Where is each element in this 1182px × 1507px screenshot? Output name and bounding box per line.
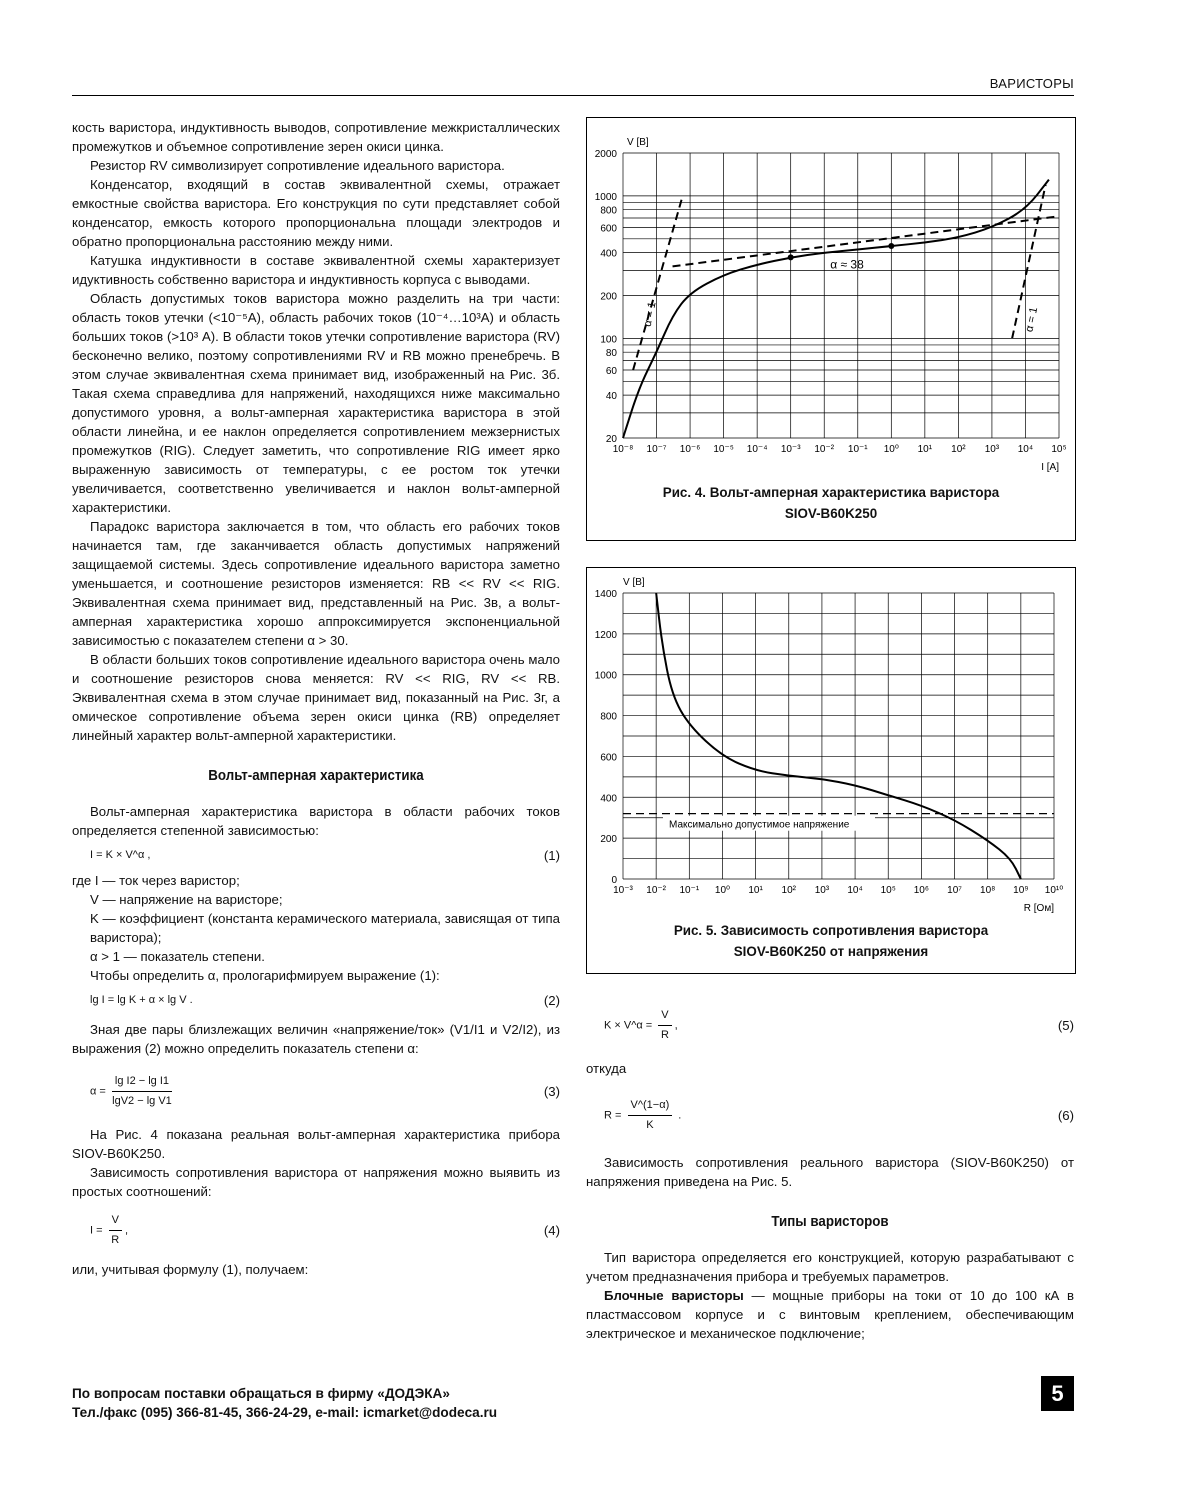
y-tick-label: 1400 bbox=[594, 589, 617, 600]
annotation-max-voltage: Максимально допустимое напряжение bbox=[669, 819, 850, 831]
page-number: 5 bbox=[1041, 1376, 1074, 1411]
x-tick-label: 10⁻⁴ bbox=[746, 444, 768, 455]
equation-number: (6) bbox=[1057, 1108, 1074, 1123]
paragraph: Конденсатор, входящий в состав эквивалентной схемы, отражает емкостные свойства варистора. Его конструкция по сути представляет собой конденсатор, емкость которого пропорциональна площади электродов и обратно пропорциональна расстоянию между ними. bbox=[72, 177, 560, 249]
paragraph: Вольт-амперная характеристика варистора в области рабочих токов определяется степенной зависимостью: bbox=[72, 804, 560, 838]
paragraph: Катушка индуктивности в составе эквивалентной схемы характеризует идуктивность собственно варистора и индуктивность корпуса с выводами. bbox=[72, 253, 560, 287]
annotation-alpha-1: α = 1 bbox=[641, 300, 659, 328]
equation-number: (3) bbox=[543, 1084, 560, 1099]
equation-lhs: I = bbox=[90, 1224, 103, 1237]
figure-5 bbox=[586, 567, 1076, 974]
denominator: lgV2 − lg V1 bbox=[112, 1095, 172, 1107]
equation-body: I = $\frac{V}{R}$ , bbox=[72, 1211, 128, 1250]
x-tick-label: 10⁻¹ bbox=[679, 885, 700, 896]
denominator: R bbox=[111, 1234, 120, 1246]
y-tick-label: 800 bbox=[600, 205, 617, 217]
y-tick-label: 60 bbox=[605, 366, 617, 378]
fraction bbox=[658, 1006, 671, 1045]
denominator: K bbox=[646, 1119, 654, 1131]
equation-body: R = $\frac{V\^{}(1-\alpha)}{K}$ . bbox=[586, 1096, 681, 1135]
vi-curve bbox=[623, 180, 1049, 438]
numerator: V bbox=[658, 1006, 671, 1026]
bold-term: Блочные варисторы bbox=[604, 1288, 744, 1303]
figure-caption bbox=[587, 482, 1075, 524]
section-heading: Вольт-амперная характеристика bbox=[208, 768, 424, 784]
y-tick-label: 200 bbox=[600, 291, 617, 303]
paragraph: В области больших токов сопротивление идеального варистора очень мало и соотношение резисторов снова меняется: RV << RIG, RV << RB. Эквивалентная схема в этом случае принимает вид, показанный на Рис. 3г, а омическое сопротивление объема зерен окиси цинка (RB) определяет линейный характер вольт-амперной характеристики. bbox=[72, 652, 560, 743]
dashed-asymptote bbox=[673, 216, 1059, 266]
x-tick-label: 10² bbox=[951, 444, 966, 455]
y-tick-label: 600 bbox=[600, 223, 617, 235]
caption-line: SIOV-B60K250 bbox=[784, 506, 878, 521]
equation-3 bbox=[72, 1072, 560, 1111]
paragraph: Зависимость сопротивления реального варистора (SIOV-B60K250) от напряжения приведена на Рис. 5. bbox=[586, 1155, 1074, 1189]
equation-lhs: α = bbox=[90, 1085, 106, 1098]
y-tick-label: 400 bbox=[600, 248, 617, 260]
x-tick-label: 10⁷ bbox=[947, 885, 962, 896]
x-tick-label: 10⁴ bbox=[1017, 444, 1034, 455]
paragraph: или, учитывая формулу (1), получаем: bbox=[72, 1262, 309, 1277]
x-tick-label: 10⁰ bbox=[883, 444, 899, 455]
header-rule bbox=[72, 95, 1074, 96]
equation-6 bbox=[586, 1096, 1074, 1135]
equation-4 bbox=[72, 1211, 560, 1250]
paragraph: Парадокс варистора заключается в том, что область его рабочих токов начинается там, где заканчивается область допустимых напряжений защищаемой системы. Здесь сопротивление идеального варистора заметно уменьшается, и соотношение резисторов изменяется: RB << RV << RIG. Эквивалентная схема принимает вид, представленный на Рис. 3в, а вольт-амперная характеристика хорошо аппроксимируется экспоненциальной зависимостью с показателем степени α > 30. bbox=[72, 519, 560, 648]
x-tick-label: 10⁵ bbox=[1051, 444, 1067, 455]
equation-text: I = K × V^α , bbox=[90, 849, 151, 861]
caption-line: Рис. 5. Зависимость сопротивления варистора bbox=[673, 923, 989, 938]
x-tick-label: 10⁻³ bbox=[780, 444, 801, 455]
x-tick-label: 10² bbox=[781, 885, 796, 896]
fraction bbox=[109, 1211, 122, 1250]
x-tick-label: 10⁰ bbox=[714, 885, 731, 896]
footer-line: По вопросам поставки обращаться в фирму «ДОДЭКА» bbox=[72, 1386, 450, 1401]
equation-5 bbox=[586, 1006, 1074, 1045]
list-item: K — коэффициент (константа керамического материала, зависящая от типа варистора); bbox=[90, 911, 560, 945]
x-tick-label: 10⁹ bbox=[1013, 885, 1029, 896]
y-tick-label: 400 bbox=[600, 793, 617, 805]
footer-line: Тел./факс (095) 366-81-45, 366-24-29, e-mail: icmarket@dodeca.ru bbox=[72, 1405, 498, 1420]
y-tick-label: 600 bbox=[600, 752, 617, 764]
figure-caption bbox=[587, 920, 1075, 962]
paragraph bbox=[586, 1286, 1074, 1343]
caption-line: Рис. 4. Вольт-амперная характеристика варистора bbox=[662, 485, 1000, 500]
equation-lhs: R = bbox=[604, 1109, 622, 1122]
list-item: α > 1 — показатель степени. bbox=[90, 949, 265, 964]
data-point-marker bbox=[888, 243, 894, 249]
x-tick-label: 10⁻⁶ bbox=[679, 444, 701, 455]
x-tick-label: 10⁻³ bbox=[613, 885, 633, 896]
x-tick-label: 10⁸ bbox=[980, 885, 996, 896]
x-axis-label: R [Ом] bbox=[1023, 903, 1054, 914]
paragraph: На Рис. 4 показана реальная вольт-амперная характеристика прибора SIOV-B60K250. bbox=[72, 1127, 560, 1161]
y-tick-label: 200 bbox=[600, 834, 617, 846]
paragraph: Тип варистора определяется его конструкцией, которую разрабатывают с учетом предназначения прибора и требуемых параметров. bbox=[586, 1250, 1074, 1284]
denominator: R bbox=[660, 1029, 669, 1041]
x-tick-label: 10⁻⁷ bbox=[646, 444, 667, 455]
paragraph: где I — ток через варистор; bbox=[72, 873, 240, 888]
x-tick-label: 10⁶ bbox=[913, 885, 930, 896]
x-tick-label: 10³ bbox=[814, 885, 830, 896]
y-tick-label: 0 bbox=[611, 875, 617, 886]
x-tick-label: 10⁵ bbox=[880, 885, 896, 896]
y-tick-label: 1200 bbox=[594, 629, 617, 641]
x-tick-label: 10¹⁰ bbox=[1044, 885, 1064, 896]
y-tick-label: 1000 bbox=[594, 191, 617, 203]
equation-number: (1) bbox=[543, 848, 560, 863]
fig4-chart bbox=[587, 118, 1075, 540]
paragraph: Резистор RV символизирует сопротивление идеального варистора. bbox=[90, 158, 505, 173]
y-tick-label: 1000 bbox=[594, 670, 617, 682]
y-tick-label: 20 bbox=[605, 434, 617, 445]
numerator: lg I2 − lg I1 bbox=[112, 1072, 172, 1092]
x-tick-label: 10⁻⁵ bbox=[713, 444, 734, 455]
paragraph: Область допустимых токов варистора можно разделить на три части: область токов утечки (<10⁻⁵А), область рабочих токов (10⁻⁴…10³А) и область больших токов (>10³ А). В области токов утечки сопротивление варистора (RV) бесконечно велико, поэтому сопротивлениями RV и RB можно пренебречь. В этом случае эквивалентная схема принимает вид, изображенный на Рис. 3б. Такая схема справедлива для напряжений, находящихся ниже максимально допустимого уровня, а вольт-амперная характеристика варистора в этой области линейна, и ее наклон определяется сопротивлением межзернистых промежутков (RIG). Следует заметить, что сопротивление RIG имеет ярко выраженную зависимость от температуры, с ее ростом ток утечки увеличивается, соответственно увеличивается и наклон вольт-амперной характеристики. bbox=[72, 291, 560, 515]
equation-2 bbox=[72, 991, 560, 1010]
caption-line: SIOV-B60K250 от напряжения bbox=[733, 944, 929, 959]
equation-number: (5) bbox=[1057, 1018, 1074, 1033]
equation-lhs: K × V^α = bbox=[604, 1019, 653, 1032]
dashed-asymptote bbox=[633, 196, 683, 370]
left-column bbox=[72, 118, 560, 1279]
paragraph: Зависимость сопротивления варистора от напряжения можно выявить из простых соотношений: bbox=[72, 1165, 560, 1199]
fig5-chart bbox=[587, 568, 1075, 973]
list-item: V — напряжение на варисторе; bbox=[90, 892, 283, 907]
right-column bbox=[586, 1000, 1074, 1343]
y-tick-label: 2000 bbox=[594, 149, 617, 160]
numerator: V bbox=[109, 1211, 122, 1231]
equation-number: (2) bbox=[543, 993, 560, 1008]
y-tick-label: 100 bbox=[600, 334, 617, 346]
figure-4 bbox=[586, 117, 1076, 541]
numerator: V^(1−α) bbox=[628, 1096, 673, 1116]
x-tick-label: 10³ bbox=[984, 444, 1000, 455]
equation-body: K × V^α = $\frac{V}{R}$ , bbox=[586, 1006, 678, 1045]
equation-1 bbox=[72, 846, 560, 865]
paragraph: кость варистора, индуктивность выводов, сопротивление межкристаллических промежутков и объемное сопротивление зерен окиси цинка. bbox=[72, 120, 560, 154]
data-point-marker bbox=[788, 254, 794, 260]
annotation-alpha-1: α = 1 bbox=[1023, 306, 1041, 334]
paragraph: Чтобы определить α, прологарифмируем выражение (1): bbox=[90, 968, 440, 983]
section-heading: Типы варисторов bbox=[771, 1214, 889, 1230]
equation-text: lg I = lg K + α × lg V . bbox=[90, 994, 193, 1006]
x-axis-label: I [A] bbox=[1041, 462, 1059, 473]
x-tick-label: 10¹ bbox=[917, 444, 933, 455]
x-tick-label: 10⁻¹ bbox=[847, 444, 868, 455]
x-tick-label: 10⁻⁸ bbox=[612, 444, 634, 455]
x-tick-label: 10¹ bbox=[748, 885, 763, 896]
y-axis-label: V [В] bbox=[627, 137, 649, 148]
running-header: ВАРИСТОРЫ bbox=[989, 76, 1074, 91]
paragraph-text: — мощные приборы на токи от 10 до 100 кА в пластмассовом корпусе и с винтовым креплением, обеспечивающим электрическое и механическое подключение; bbox=[586, 1288, 1074, 1341]
y-tick-label: 40 bbox=[605, 391, 617, 403]
equation-body bbox=[72, 1072, 175, 1111]
x-tick-label: 10⁴ bbox=[847, 885, 863, 896]
fraction bbox=[112, 1072, 172, 1111]
y-axis-label: V [В] bbox=[623, 577, 645, 588]
footer bbox=[72, 1384, 497, 1422]
paragraph: откуда bbox=[586, 1061, 627, 1076]
x-tick-label: 10⁻² bbox=[646, 885, 667, 896]
y-tick-label: 80 bbox=[605, 348, 617, 360]
equation-number: (4) bbox=[543, 1223, 560, 1238]
y-tick-label: 800 bbox=[600, 711, 617, 723]
annotation-alpha-38: α ≈ 38 bbox=[830, 257, 864, 272]
x-tick-label: 10⁻² bbox=[814, 444, 835, 455]
fraction bbox=[628, 1096, 673, 1135]
paragraph: Зная две пары близлежащих величин «напряжение/ток» (V1/I1 и V2/I2), из выражения (2) можно определить показатель степени α: bbox=[72, 1022, 560, 1056]
